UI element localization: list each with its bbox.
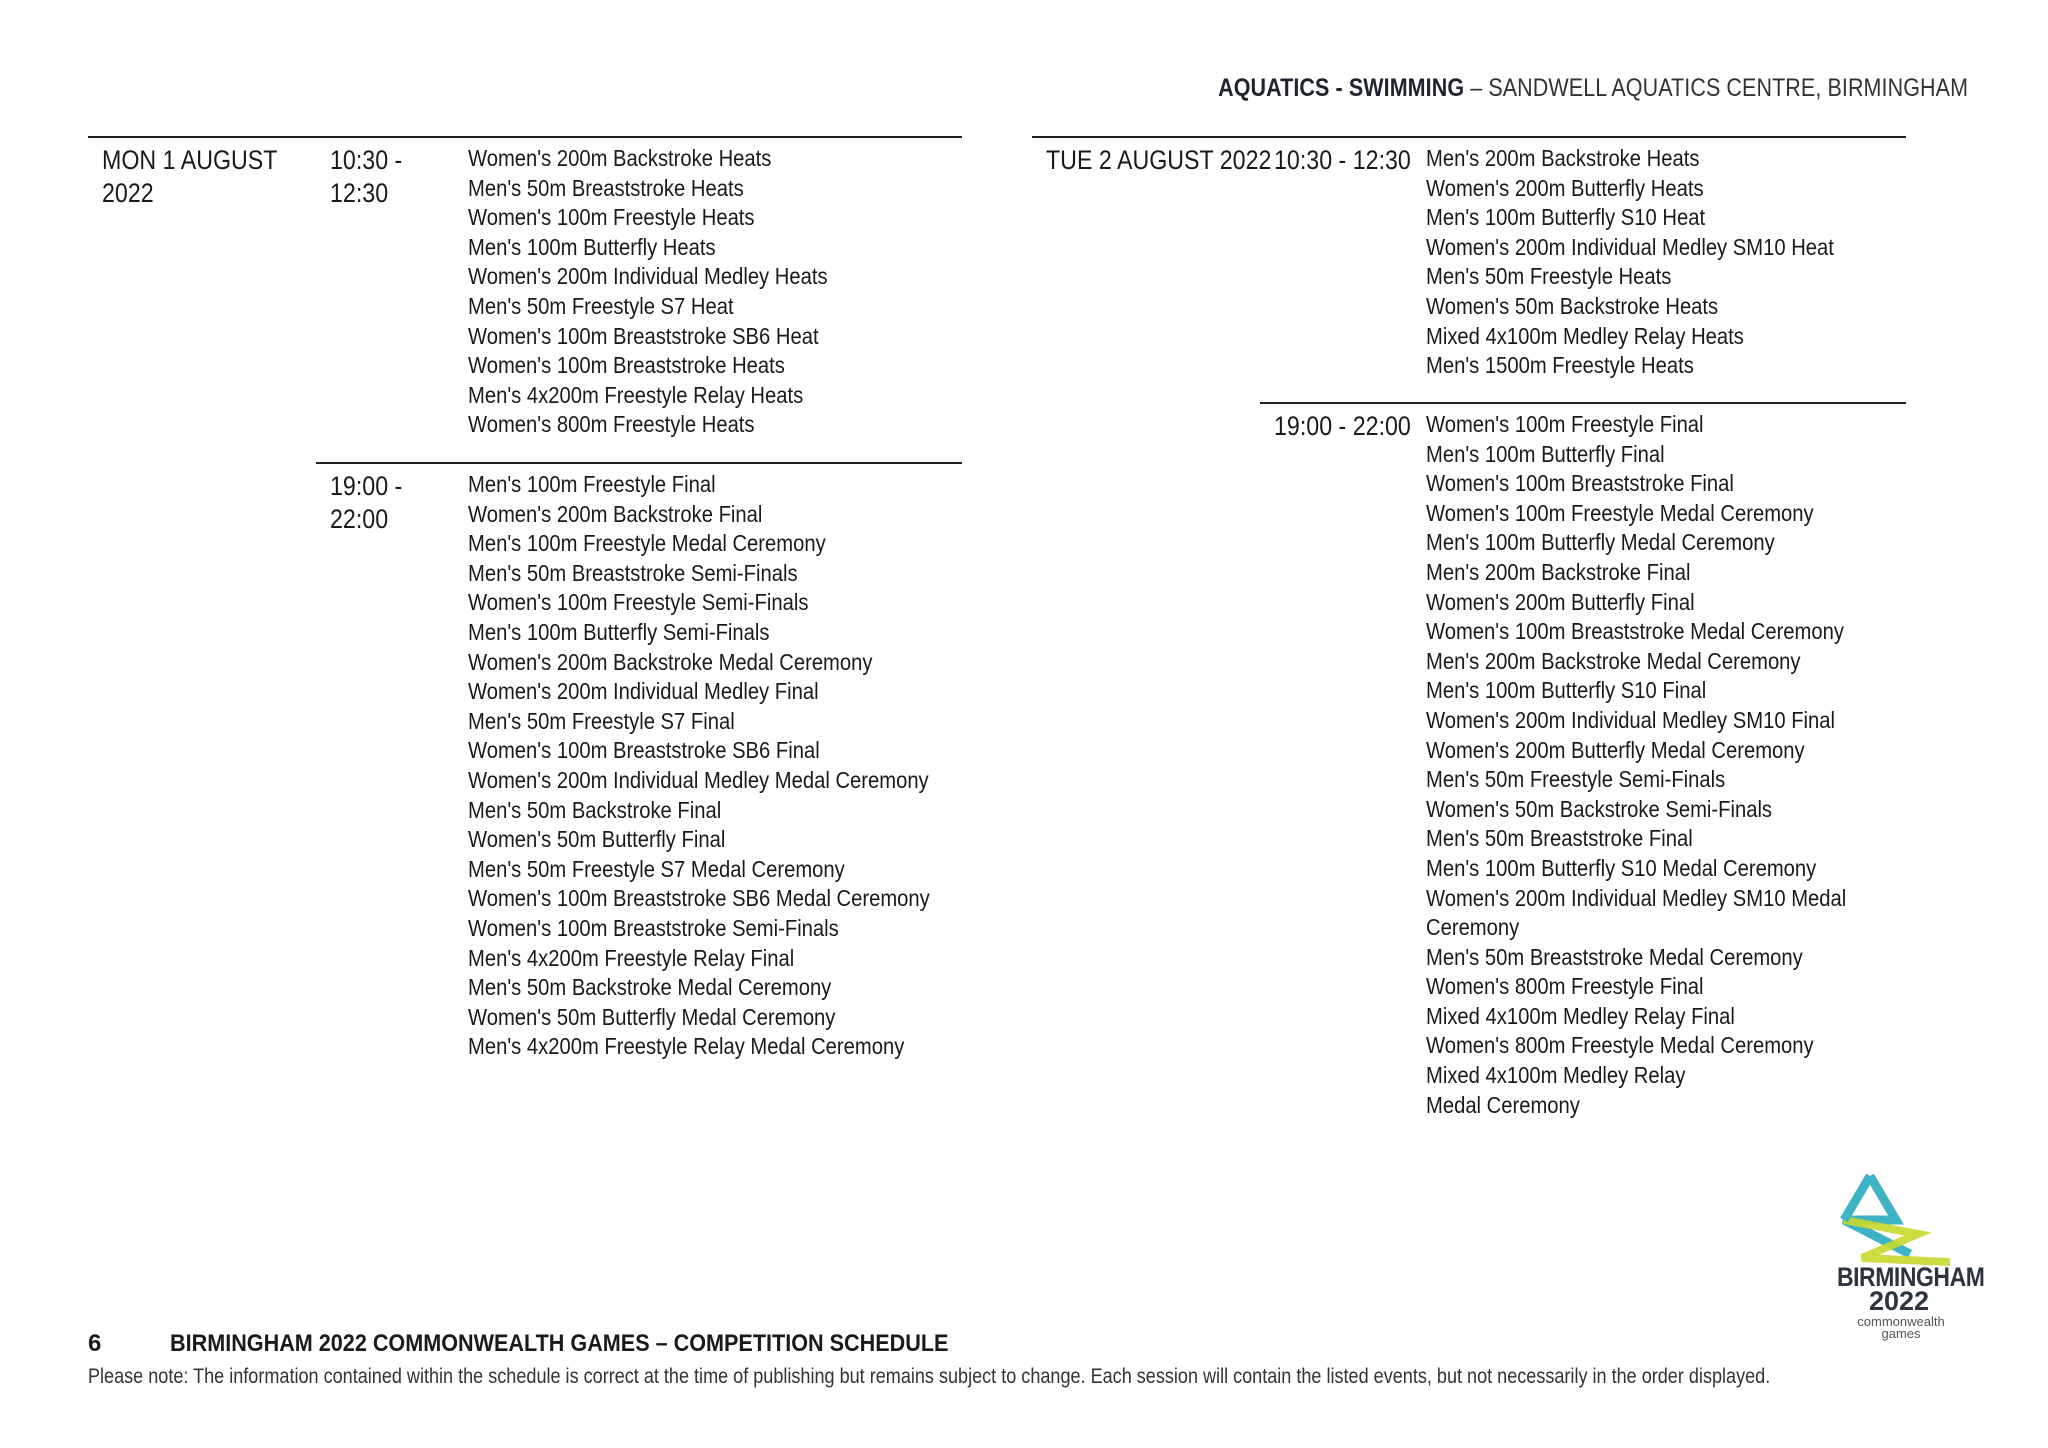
event-item: Women's 200m Individual Medley SM10 Heat bbox=[1426, 233, 1834, 260]
logo-word-commonwealth-games bbox=[1826, 1316, 1976, 1340]
event-item: Men's 100m Freestyle Medal Ceremony bbox=[468, 530, 826, 557]
event-item: Women's 100m Breaststroke Semi-Finals bbox=[468, 914, 839, 941]
event-item: Men's 100m Butterfly S10 Medal Ceremony bbox=[1426, 854, 1817, 881]
event-item: Women's 200m Individual Medley Medal Ceremony bbox=[468, 766, 929, 793]
event-list bbox=[468, 470, 1005, 1062]
event-item: Women's 100m Breaststroke SB6 Medal Ceremony bbox=[468, 885, 930, 912]
event-item: Men's 50m Breaststroke Heats bbox=[468, 174, 744, 201]
logo-line-games: games bbox=[1881, 1326, 1921, 1341]
event-item: Women's 200m Butterfly Heats bbox=[1426, 174, 1704, 201]
logo-line-commonwealth: commonwealth bbox=[1857, 1314, 1945, 1329]
event-item: Women's 800m Freestyle Medal Ceremony bbox=[1426, 1032, 1814, 1059]
event-item: Women's 50m Backstroke Semi-Finals bbox=[1426, 795, 1773, 822]
event-item: Men's 50m Freestyle S7 Medal Ceremony bbox=[468, 855, 845, 882]
event-item: Men's 100m Butterfly Final bbox=[1426, 440, 1665, 467]
event-item: Women's 100m Freestyle Semi-Finals bbox=[468, 589, 809, 616]
event-item: Men's 50m Backstroke Medal Ceremony bbox=[468, 974, 832, 1001]
event-item: Women's 50m Butterfly Final bbox=[468, 826, 726, 853]
event-item: Men's 100m Butterfly S10 Heat bbox=[1426, 204, 1706, 231]
session-time-line1: 10:30 - bbox=[330, 145, 403, 175]
event-item: Men's 50m Breaststroke Medal Ceremony bbox=[1426, 943, 1803, 970]
event-item: Men's 4x200m Freestyle Relay Medal Ceremony bbox=[468, 1033, 905, 1060]
footer-note: Please note: The information contained within the schedule is correct at the time of publishing but remains subject to change. Each session will contain the listed events, but not necessarily in the order displayed. bbox=[88, 1365, 1771, 1388]
sport-title: AQUATICS - SWIMMING bbox=[1218, 74, 1465, 102]
event-list bbox=[468, 144, 886, 440]
event-item: Men's 100m Butterfly Medal Ceremony bbox=[1426, 529, 1775, 556]
event-item: Men's 50m Breaststroke Semi-Finals bbox=[468, 559, 798, 586]
event-item: Women's 100m Breaststroke SB6 Final bbox=[468, 737, 820, 764]
event-item: Men's 200m Backstroke Final bbox=[1426, 558, 1691, 585]
event-item: Women's 100m Breaststroke SB6 Heat bbox=[468, 322, 819, 349]
event-item: Men's 50m Freestyle S7 Heat bbox=[468, 292, 734, 319]
day-date bbox=[1046, 144, 1271, 177]
event-item: Women's 200m Butterfly Final bbox=[1426, 588, 1695, 615]
event-item: Men's 50m Freestyle S7 Final bbox=[468, 707, 735, 734]
event-item: Men's 1500m Freestyle Heats bbox=[1426, 352, 1694, 379]
event-item: Men's 50m Freestyle Semi-Finals bbox=[1426, 766, 1726, 793]
event-item: Women's 100m Freestyle Heats bbox=[468, 204, 755, 231]
page-number: 6 bbox=[88, 1330, 102, 1357]
event-item: Men's 200m Backstroke Heats bbox=[1426, 145, 1700, 171]
event-item: Women's 800m Freestyle Final bbox=[1426, 973, 1704, 1000]
session-time bbox=[1274, 144, 1411, 177]
event-item: Men's 4x200m Freestyle Relay Heats bbox=[468, 381, 804, 408]
session-time-line1: 19:00 - 22:00 bbox=[1274, 411, 1411, 441]
session-time-line1: 19:00 - bbox=[330, 471, 403, 501]
event-item: Men's 50m Breaststroke Final bbox=[1426, 825, 1693, 852]
event-item: Women's 200m Backstroke Final bbox=[468, 500, 763, 527]
birmingham-2022-logo bbox=[1822, 1170, 1985, 1345]
event-item: Women's 200m Individual Medley SM10 Final bbox=[1426, 706, 1835, 733]
logo-word-birmingham: BIRMINGHAM bbox=[1836, 1262, 1985, 1292]
session-time-line1: 10:30 - 12:30 bbox=[1274, 145, 1411, 175]
session-time-line2: 12:30 bbox=[330, 178, 389, 208]
event-item: Women's 100m Breaststroke Final bbox=[1426, 470, 1734, 497]
event-item: Women's 200m Backstroke Medal Ceremony bbox=[468, 648, 873, 675]
event-item: Men's 100m Butterfly Heats bbox=[468, 233, 716, 260]
footer-title: BIRMINGHAM 2022 COMMONWEALTH GAMES – COMPETITION SCHEDULE bbox=[170, 1330, 949, 1357]
session-time bbox=[330, 470, 402, 536]
event-item: Mixed 4x100m Medley Relay bbox=[1426, 1062, 1686, 1089]
event-item: Medal Ceremony bbox=[1426, 1091, 1580, 1118]
venue-text: – SANDWELL AQUATICS CENTRE, BIRMINGHAM bbox=[1464, 74, 1968, 102]
day-date bbox=[102, 144, 277, 210]
section-header bbox=[1218, 74, 1968, 103]
logo-word-2022: 2022 bbox=[1868, 1286, 1930, 1316]
event-item: Women's 200m Individual Medley SM10 Medal bbox=[1426, 884, 1847, 911]
event-item: Ceremony bbox=[1426, 914, 1520, 941]
event-item: Women's 200m Individual Medley Final bbox=[468, 678, 819, 705]
event-item: Men's 100m Butterfly Semi-Finals bbox=[468, 618, 770, 645]
event-list bbox=[1426, 410, 1915, 1120]
event-item: Women's 800m Freestyle Heats bbox=[468, 411, 755, 438]
event-item: Men's 4x200m Freestyle Relay Final bbox=[468, 944, 795, 971]
session-time bbox=[330, 144, 402, 210]
event-list bbox=[1426, 144, 1900, 381]
event-item: Women's 50m Backstroke Heats bbox=[1426, 292, 1719, 319]
session-rule bbox=[1260, 402, 1906, 404]
event-item: Mixed 4x100m Medley Relay Heats bbox=[1426, 322, 1744, 349]
event-item: Women's 200m Individual Medley Heats bbox=[468, 263, 828, 290]
event-item: Women's 100m Freestyle Medal Ceremony bbox=[1426, 499, 1814, 526]
event-item: Women's 50m Butterfly Medal Ceremony bbox=[468, 1003, 836, 1030]
session-rule bbox=[316, 462, 962, 464]
event-item: Women's 100m Breaststroke Medal Ceremony bbox=[1426, 618, 1844, 645]
event-item: Mixed 4x100m Medley Relay Final bbox=[1426, 1002, 1735, 1029]
event-item: Men's 50m Backstroke Final bbox=[468, 796, 722, 823]
day-date-line2: 2022 bbox=[102, 178, 154, 208]
event-item: Men's 200m Backstroke Medal Ceremony bbox=[1426, 647, 1801, 674]
day-rule bbox=[88, 136, 962, 138]
event-item: Men's 100m Butterfly S10 Final bbox=[1426, 677, 1707, 704]
event-item: Women's 100m Breaststroke Heats bbox=[468, 352, 785, 379]
session-time-line2: 22:00 bbox=[330, 504, 389, 534]
session-time bbox=[1274, 410, 1411, 443]
event-item: Men's 50m Freestyle Heats bbox=[1426, 263, 1672, 290]
event-item: Women's 200m Backstroke Heats bbox=[468, 145, 772, 171]
day-date-line1: MON 1 AUGUST bbox=[102, 145, 278, 175]
event-item: Women's 200m Butterfly Medal Ceremony bbox=[1426, 736, 1805, 763]
day-rule bbox=[1032, 136, 1906, 138]
logo-mark-icon bbox=[1822, 1170, 1972, 1266]
day-date-line1: TUE 2 AUGUST 2022 bbox=[1046, 145, 1272, 175]
event-item: Men's 100m Freestyle Final bbox=[468, 471, 716, 497]
event-item: Women's 100m Freestyle Final bbox=[1426, 411, 1704, 437]
